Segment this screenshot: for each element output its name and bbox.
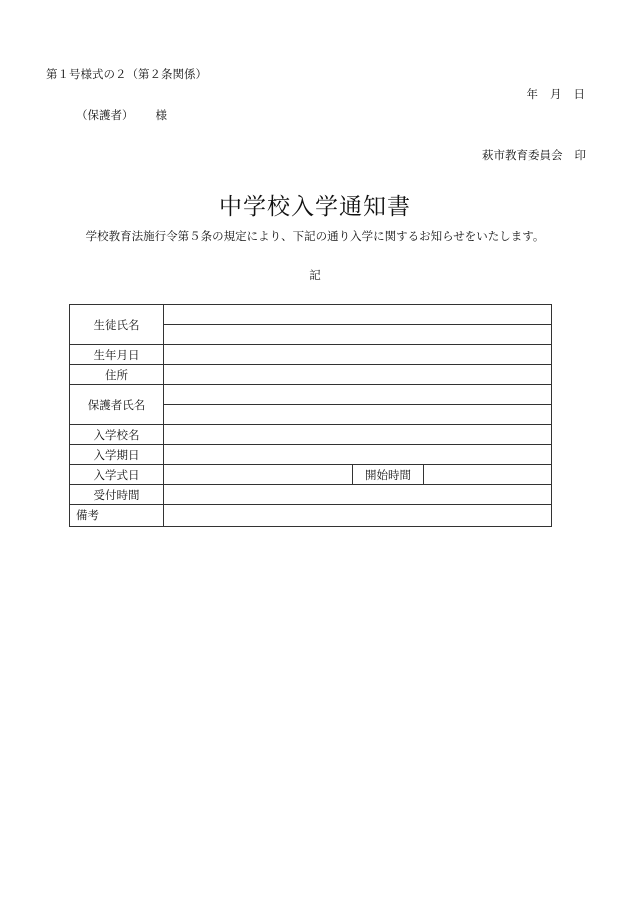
ceremony-date-field[interactable]: [164, 465, 353, 485]
intro-text: 学校教育法施行令第５条の規定により、下記の通り入学に関するお知らせをいたします。: [85, 229, 545, 243]
reception-time-label: 受付時間: [70, 485, 164, 505]
school-name-field[interactable]: [164, 425, 552, 445]
address-field[interactable]: [164, 365, 552, 385]
table-row: [70, 445, 552, 465]
student-name-field-1[interactable]: [164, 305, 552, 325]
issuer-line: [482, 147, 586, 163]
school-name-label: 入学校名: [70, 425, 164, 445]
honorific: 様: [155, 108, 167, 122]
birth-date-label: 生年月日: [70, 345, 164, 365]
guardian-name-label: 保護者氏名: [70, 385, 164, 425]
enrollment-form-table: [69, 304, 552, 527]
guardian-name-field-1[interactable]: [164, 385, 552, 405]
table-row: [70, 485, 552, 505]
issue-date: [515, 86, 586, 102]
start-time-label: 開始時間: [353, 465, 424, 485]
remarks-label: 備考: [70, 505, 164, 527]
address-label: 住所: [70, 365, 164, 385]
date-year-label: 年: [526, 87, 538, 101]
start-time-field[interactable]: [424, 465, 552, 485]
table-row: [70, 385, 552, 405]
guardian-name-field-2[interactable]: [164, 405, 552, 425]
student-name-label: 生徒氏名: [70, 305, 164, 345]
birth-date-field[interactable]: [164, 345, 552, 365]
table-row: [70, 345, 552, 365]
remarks-field[interactable]: [164, 505, 552, 527]
document-title: 中学校入学通知書: [219, 194, 411, 220]
table-row: [70, 465, 552, 485]
enroll-date-label: 入学期日: [70, 445, 164, 465]
recipient-line: [76, 107, 167, 123]
table-row: [70, 365, 552, 385]
reception-time-field[interactable]: [164, 485, 552, 505]
date-day-label: 日: [573, 87, 585, 101]
enroll-date-field[interactable]: [164, 445, 552, 465]
recipient-label: （保護者）: [76, 108, 134, 122]
form-number: 第１号様式の２（第２条関係）: [46, 67, 207, 81]
date-month-label: 月: [550, 87, 562, 101]
student-name-field-2[interactable]: [164, 325, 552, 345]
table-row: [70, 505, 552, 527]
seal-mark: 印: [574, 148, 586, 162]
table-row: [70, 305, 552, 325]
ki-heading: 記: [309, 268, 321, 282]
ceremony-date-label: 入学式日: [70, 465, 164, 485]
table-row: [70, 425, 552, 445]
issuer-name: 萩市教育委員会: [482, 148, 563, 162]
